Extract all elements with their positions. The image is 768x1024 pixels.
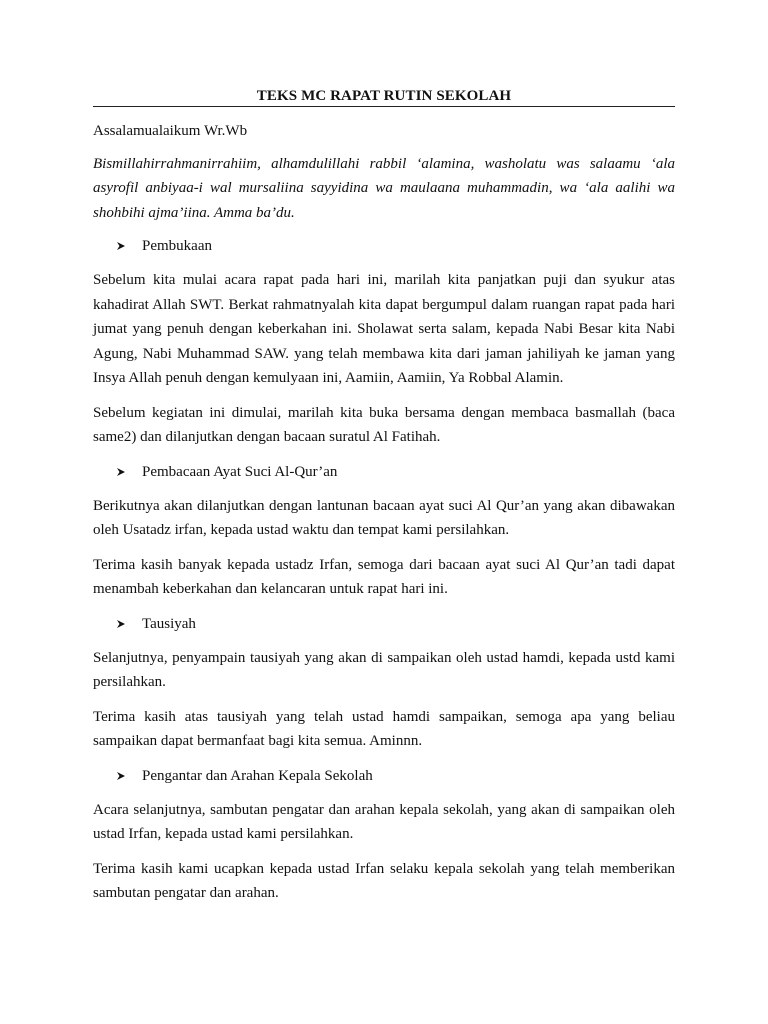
section-heading-pembacaan-ayat bbox=[116, 460, 675, 484]
paragraph: Sebelum kegiatan ini dimulai, marilah kita buka bersama dengan membaca basmallah (baca same2) dan dilanjutkan dengan bacaan suratul Al Fatihah. bbox=[93, 404, 675, 445]
paragraph: Terima kasih banyak kepada ustadz Irfan, semoga dari bacaan ayat suci Al Qur’an tadi dapat menambah keberkahan dan kelancaran untuk rapat hari ini. bbox=[93, 556, 675, 597]
paragraph: Berikutnya akan dilanjutkan dengan lantunan bacaan ayat suci Al Qur’an yang akan dibawakan oleh Usatadz irfan, kepada ustad waktu dan tempat kami persilahkan. bbox=[93, 497, 675, 538]
section-heading-pengantar bbox=[116, 764, 675, 788]
greeting-text: Assalamualaikum Wr.Wb bbox=[93, 123, 248, 139]
section-heading-pembukaan bbox=[116, 234, 675, 258]
document-title: TEKS MC RAPAT RUTIN SEKOLAH bbox=[93, 86, 675, 107]
section-heading-label: Tausiyah bbox=[142, 615, 196, 632]
arrow-bullet-icon bbox=[116, 771, 142, 781]
section-heading-tausiyah bbox=[116, 612, 675, 636]
section-heading-label: Pengantar dan Arahan Kepala Sekolah bbox=[142, 767, 373, 784]
section-heading-label: Pembacaan Ayat Suci Al-Qur’an bbox=[142, 463, 338, 480]
arrow-bullet-icon bbox=[116, 241, 142, 251]
section-heading-label: Pembukaan bbox=[142, 238, 212, 254]
opening-prayer: Bismillahirrahmanirrahiim, alhamdulillahi rabbil ‘alamina, washolatu was salaamu ‘ala asyrofil anbiyaa-i wal mursaliina sayyidina wa maulaana muhammadin, wa ‘ala aalihi wa shohbihi ajma’iina. Amma ba’du. bbox=[93, 155, 675, 221]
paragraph: Terima kasih kami ucapkan kepada ustad Irfan selaku kepala sekolah yang telah memberikan sambutan pengatar dan arahan. bbox=[93, 860, 675, 901]
paragraph: Sebelum kita mulai acara rapat pada hari ini, marilah kita panjatkan puji dan syukur atas kahadirat Allah SWT. Berkat rahmatnyalah kita dapat bergumpul dalam ruangan rapat pada hari jumat yang penuh dengan keberkahan ini. Sholawat serta salam, kepada Nabi Besar kita Nabi Agung, Nabi Muhammad SAW. yang telah membawa kita dari jaman jahiliyah ke jaman yang Insya Allah penuh dengan kemulyaan ini, Aamiin, Aamiin, Ya Robbal Alamin. bbox=[93, 272, 675, 386]
arrow-bullet-icon bbox=[116, 619, 142, 629]
arrow-bullet-icon bbox=[116, 467, 142, 477]
paragraph: Acara selanjutnya, sambutan pengatar dan arahan kepala sekolah, yang akan di sampaikan oleh ustad Irfan, kepada ustad kami persilahkan. bbox=[93, 801, 675, 842]
paragraph: Selanjutnya, penyampain tausiyah yang akan di sampaikan oleh ustad hamdi, kepada ustd kami persilahkan. bbox=[93, 649, 675, 690]
document-page bbox=[93, 86, 675, 916]
paragraph: Terima kasih atas tausiyah yang telah ustad hamdi sampaikan, semoga apa yang beliau sampaikan dapat bermanfaat bagi kita semua. Aminnn. bbox=[93, 708, 675, 749]
